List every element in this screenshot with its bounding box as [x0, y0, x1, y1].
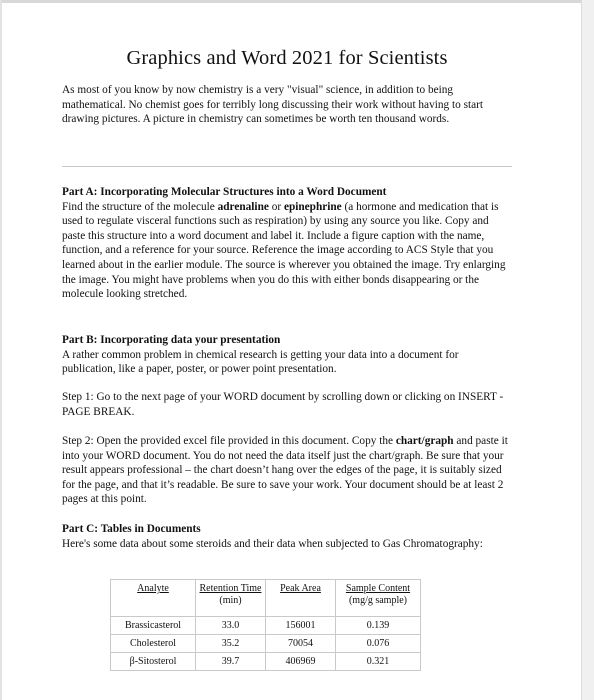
- part-b-body: A rather common problem in chemical research is getting your data into a document for publication, like a paper, poster, or power point presentation.: [62, 348, 459, 376]
- part-a-bold-adrenaline: adrenaline: [217, 200, 269, 213]
- part-c-heading: Part C: Tables in Documents: [62, 523, 201, 535]
- part-b-heading: Part B: Incorporating data your presentation: [62, 334, 281, 346]
- table-row: [111, 653, 421, 671]
- step-2-body: [62, 434, 512, 507]
- table-cell: Brassicasterol: [111, 617, 196, 635]
- table-cell: 0.076: [336, 635, 421, 653]
- table-row: [111, 635, 421, 653]
- part-a-text-2: or: [268, 200, 284, 213]
- table-cell: β-Sitosterol: [111, 653, 196, 671]
- table-header-cell: Retention Time (min): [196, 580, 266, 617]
- document-title: Graphics and Word 2021 for Scientists: [126, 47, 448, 69]
- table-cell: 0.321: [336, 653, 421, 671]
- step-1-section: [62, 390, 512, 419]
- step-1-text: Step 1: Go to the next page of your WORD document by scrolling down or clicking on INSERT - PAGE BREAK.: [62, 391, 504, 418]
- table-cell: 39.7: [196, 653, 266, 671]
- step-2-text-2: and paste it into your WORD document. You do not need the data itself just the chart/graph. Be sure that your result appears professional – the chart doesn’t hang over the edges of the page, it is suitably sized for the page, and that it’s readable. Be sure to save your work. Your document should be at least 2 pages at this point.: [62, 435, 508, 506]
- gc-data-table: [110, 579, 421, 671]
- step-2-bold-chart-graph: chart/graph: [395, 435, 454, 447]
- part-a-heading: Part A: Incorporating Molecular Structures into a Word Document: [62, 186, 387, 198]
- table-header-row: [111, 580, 421, 617]
- part-c-section: [62, 522, 512, 551]
- table-cell: 406969: [266, 653, 336, 671]
- table-row: [111, 617, 421, 635]
- table-header-cell: Analyte: [111, 580, 196, 617]
- part-b-section: [62, 333, 512, 377]
- part-a-bold-epinephrine: epinephrine: [283, 200, 342, 213]
- table-header-cell: Peak Area: [266, 580, 336, 617]
- table-cell: 70054: [266, 635, 336, 653]
- table-cell: 156001: [266, 617, 336, 635]
- page-top-edge: [0, 0, 594, 3]
- scrollbar-track[interactable]: [581, 0, 594, 700]
- table-header-cell: Sample Content (mg/g sample): [336, 580, 421, 617]
- step-2-section: [62, 434, 512, 507]
- page-left-edge: [0, 0, 2, 700]
- table-cell: Cholesterol: [111, 635, 196, 653]
- part-a-text-1: Find the structure of the molecule: [62, 200, 218, 213]
- part-a-text-3: (a hormone and medication that is used to regulate visceral functions such as respiration) by using any source you like. Copy and paste this structure into a word document and label it. Include a figure caption with the name, function, and a reference for your source. Reference the image according to ACS Style that you learned about in the earlier module. The source is wherever you obtained the image. Try enlarging the image. You might have problems when you do this with either bonds disappearing or the molecule looking stretched.: [62, 200, 506, 301]
- intro-paragraph: As most of you know by now chemistry is a very "visual" science, in addition to being mathematical. No chemist goes for terribly long discussing their work without having to start drawing pictures. A picture in chemistry can sometimes be worth ten thousand words.: [62, 84, 484, 126]
- part-c-body: Here's some data about some steroids and their data when subjected to Gas Chromatography:: [62, 537, 483, 550]
- section-divider: [62, 166, 512, 167]
- table-cell: 35.2: [196, 635, 266, 653]
- part-a-section: [62, 185, 512, 302]
- table-cell: 33.0: [196, 617, 266, 635]
- table-cell: 0.139: [336, 617, 421, 635]
- step-2-text-1: Step 2: Open the provided excel file provided in this document. Copy the: [62, 435, 396, 447]
- part-a-body: [62, 200, 512, 302]
